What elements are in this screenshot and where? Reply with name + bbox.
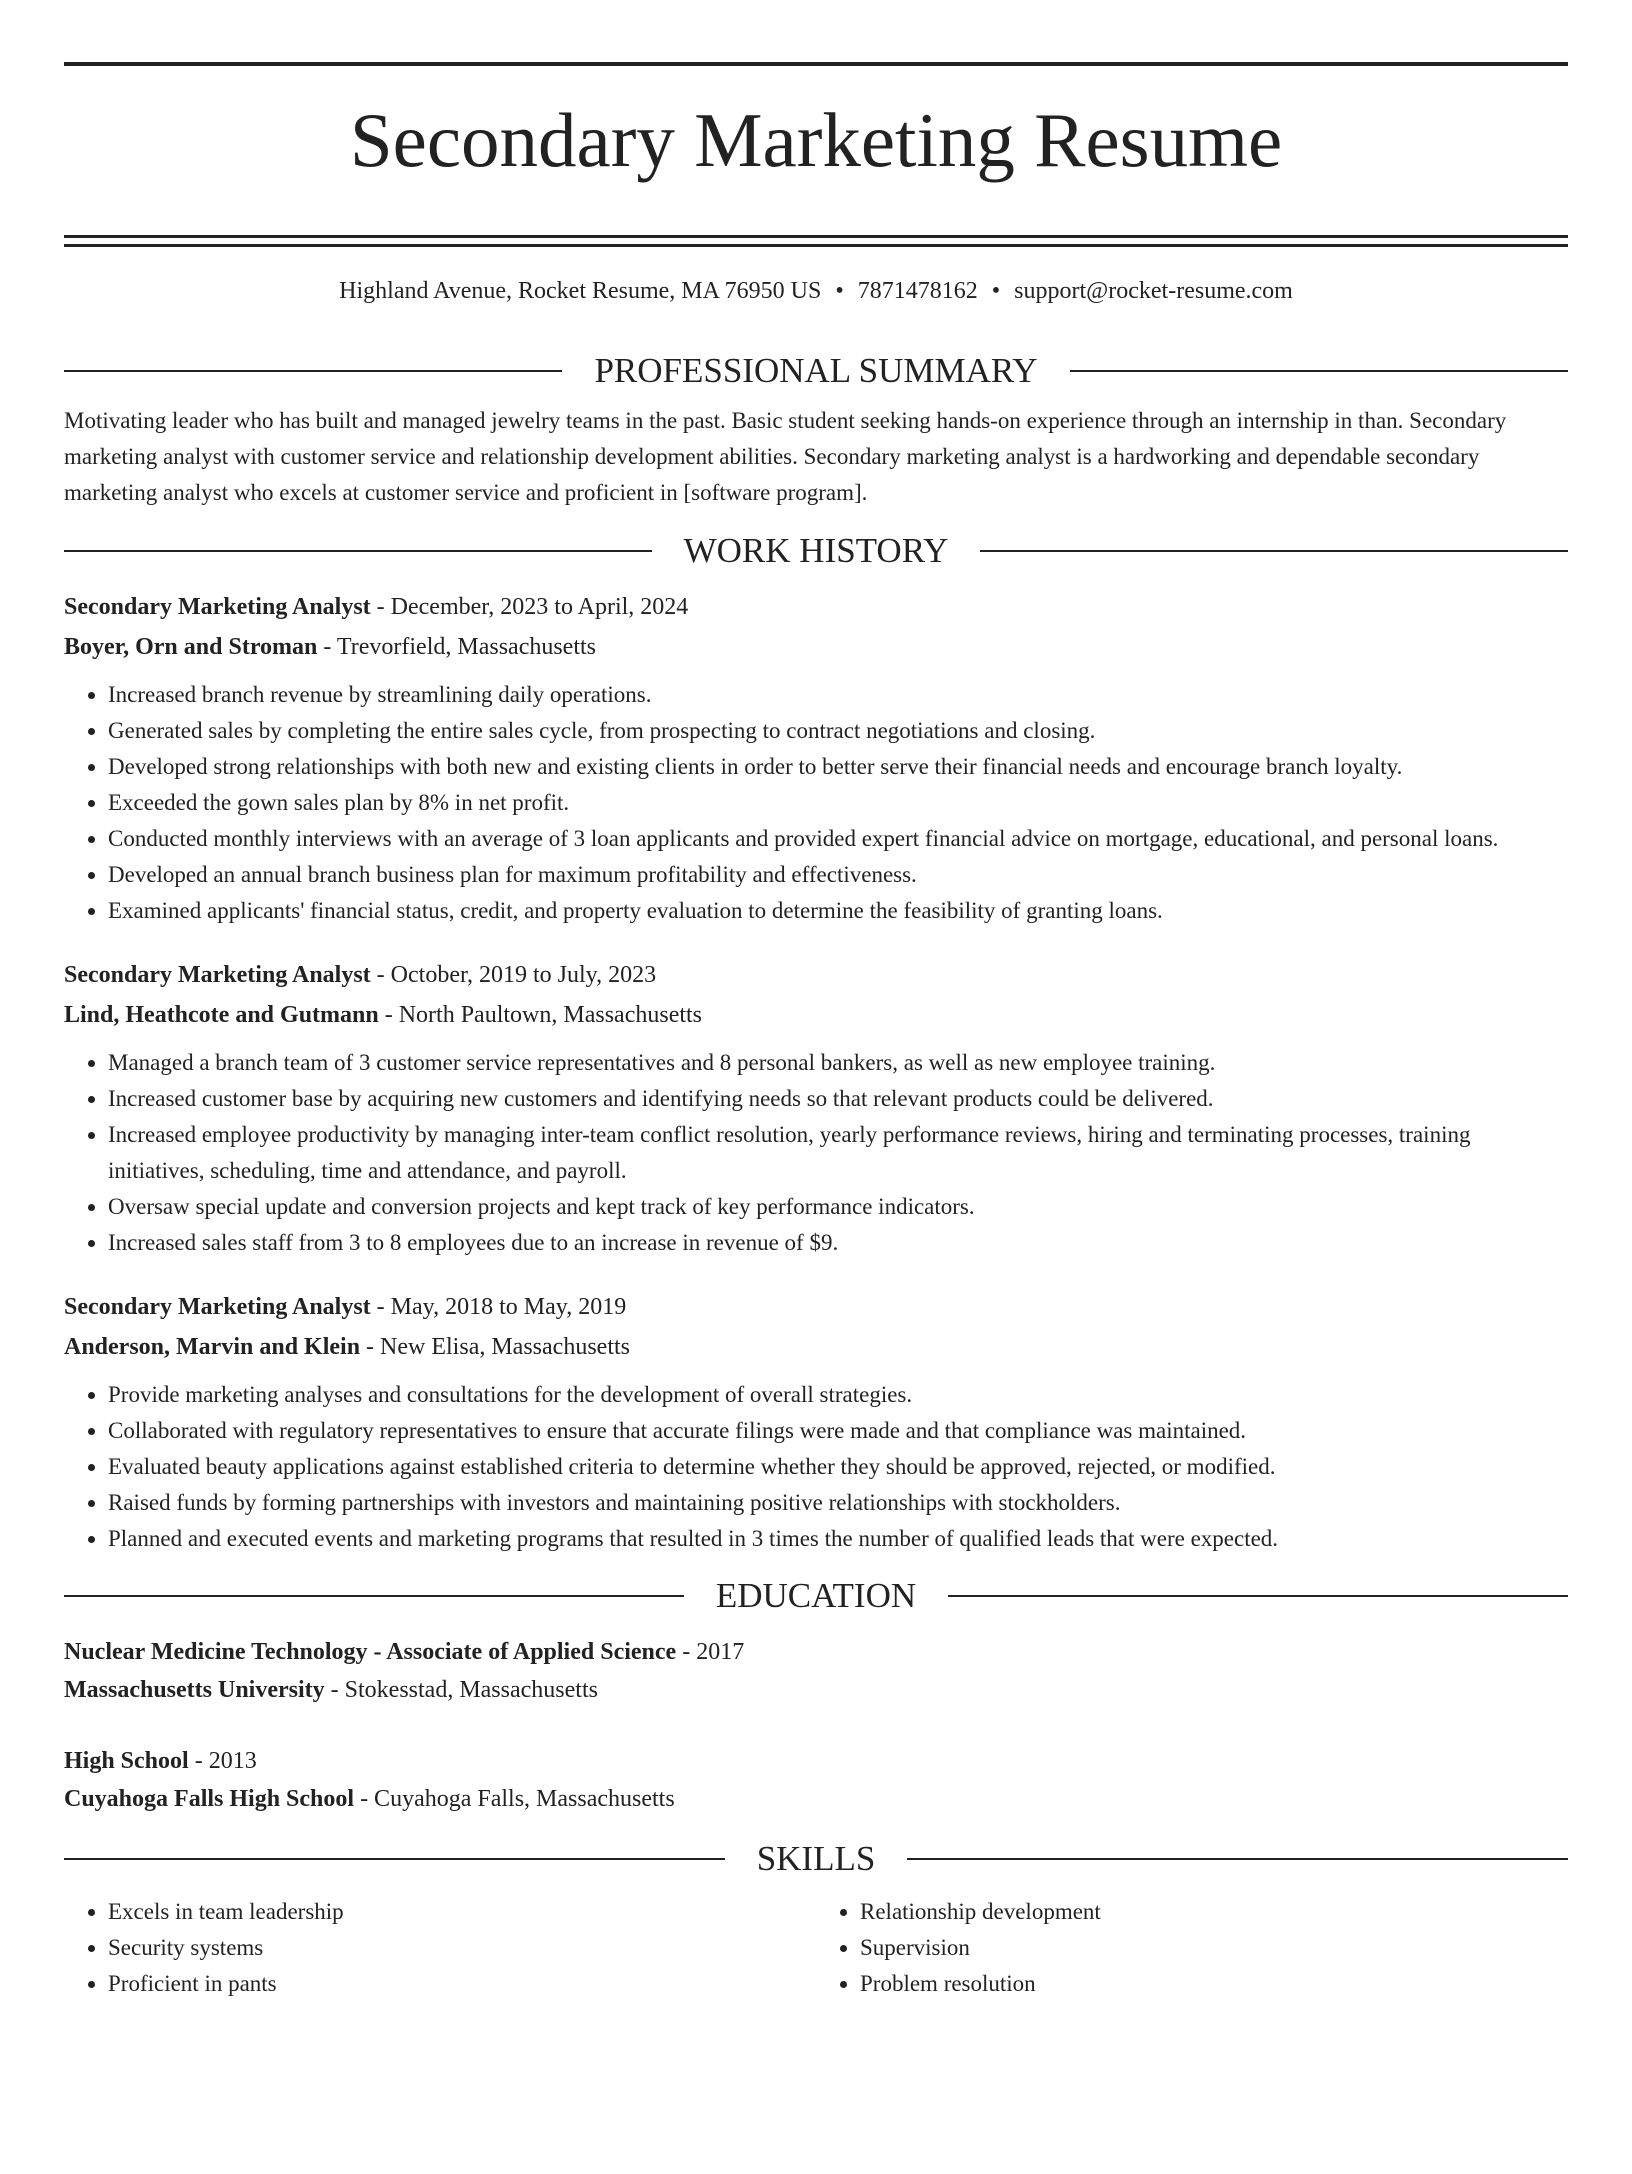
contact-line: [64, 275, 1568, 307]
job-entry: [64, 955, 1568, 1261]
education-degree: High School: [64, 1748, 189, 1774]
education-school: Cuyahoga Falls High School: [64, 1786, 355, 1812]
job-bullets: [64, 1377, 1568, 1557]
job-bullet: • Managed a branch team of 3 customer service representatives and 8 personal bankers, as well as new employee training.: [108, 1045, 1568, 1081]
heading-rule: [64, 1595, 684, 1597]
job-bullet: • Planned and executed events and marketing programs that resulted in 3 times the number of qualified leads that were expected.: [108, 1521, 1568, 1557]
job-bullet: • Evaluated beauty applications against established criteria to determine whether they should be approved, rejected, or modified.: [108, 1449, 1568, 1485]
job-bullet: • Collaborated with regulatory representatives to ensure that accurate filings were made and that compliance was maintained.: [108, 1413, 1568, 1449]
education-heading: [64, 1573, 1568, 1619]
top-rule: [64, 62, 1568, 66]
job-bullet: • Conducted monthly interviews with an average of 3 loan applicants and provided expert financial advice on mortgage, educational, and personal loans.: [108, 821, 1568, 857]
job-company: Lind, Heathcote and Gutmann: [64, 1002, 379, 1028]
contact-phone: 7871478162: [857, 278, 978, 304]
job-company-line: [64, 1327, 1568, 1367]
title-double-rule: [64, 235, 1568, 247]
heading-rule: [64, 550, 652, 552]
contact-email: support@rocket-resume.com: [1014, 278, 1293, 304]
education-year: - 2013: [188, 1748, 257, 1774]
work-heading-label: WORK HISTORY: [683, 531, 949, 570]
job-bullet: • Increased branch revenue by streamlining daily operations.: [108, 677, 1568, 713]
job-bullet: • Developed an annual branch business plan for maximum profitability and effectiveness.: [108, 857, 1568, 893]
education-entry: [64, 1742, 1568, 1818]
heading-rule: [64, 1858, 725, 1860]
skill-item: • Relationship development: [860, 1894, 1568, 1930]
education-location: - Stokesstad, Massachusetts: [324, 1677, 598, 1703]
job-bullets: [64, 1045, 1568, 1261]
heading-rule: [64, 370, 562, 372]
education-school: Massachusetts University: [64, 1677, 325, 1703]
job-bullet: • Oversaw special update and conversion projects and kept track of key performance indicators.: [108, 1189, 1568, 1225]
heading-rule: [1070, 370, 1568, 372]
education-school-line: [64, 1780, 1568, 1818]
skill-item: • Excels in team leadership: [108, 1894, 816, 1930]
job-bullet: • Increased employee productivity by managing inter-team conflict resolution, yearly performance reviews, hiring and terminating processes, training initiatives, scheduling, time and attendance, and payroll.: [108, 1117, 1568, 1189]
job-title: Secondary Marketing Analyst: [64, 1294, 371, 1320]
job-location: - Trevorfield, Massachusetts: [317, 634, 597, 660]
job-title: Secondary Marketing Analyst: [64, 962, 371, 988]
heading-rule: [948, 1595, 1568, 1597]
job-bullet: • Increased customer base by acquiring new customers and identifying needs so that relevant products could be delivered.: [108, 1081, 1568, 1117]
job-company: Anderson, Marvin and Klein: [64, 1334, 361, 1360]
skills-column-right: [816, 1894, 1568, 2002]
education-location: - Cuyahoga Falls, Massachusetts: [354, 1786, 675, 1812]
job-dates: - October, 2019 to July, 2023: [370, 962, 657, 988]
skill-item: • Proficient in pants: [108, 1966, 816, 2002]
education-school-line: [64, 1671, 1568, 1709]
education-degree-line: [64, 1633, 1568, 1671]
job-entry: [64, 1287, 1568, 1557]
job-dates: - May, 2018 to May, 2019: [370, 1294, 627, 1320]
skill-item: • Supervision: [860, 1930, 1568, 1966]
education-degree: Nuclear Medicine Technology - Associate of Applied Science: [64, 1639, 677, 1665]
skill-item: • Problem resolution: [860, 1966, 1568, 2002]
skills-heading-label: SKILLS: [756, 1839, 876, 1878]
skills-heading: [64, 1836, 1568, 1882]
education-heading-label: EDUCATION: [715, 1576, 917, 1615]
education-degree-line: [64, 1742, 1568, 1780]
contact-address: Highland Avenue, Rocket Resume, MA 76950 US: [339, 278, 822, 304]
job-company: Boyer, Orn and Stroman: [64, 634, 318, 660]
job-title-line: [64, 955, 1568, 995]
job-bullet: • Generated sales by completing the entire sales cycle, from prospecting to contract negotiations and closing.: [108, 713, 1568, 749]
job-company-line: [64, 627, 1568, 667]
job-bullet: • Examined applicants' financial status, credit, and property evaluation to determine the feasibility of granting loans.: [108, 893, 1568, 929]
skills-column-left: [64, 1894, 816, 2002]
job-bullets: [64, 677, 1568, 929]
skill-item: • Security systems: [108, 1930, 816, 1966]
contact-separator: •: [991, 278, 1001, 304]
job-title-line: [64, 1287, 1568, 1327]
job-bullet: • Increased sales staff from 3 to 8 employees due to an increase in revenue of $9.: [108, 1225, 1568, 1261]
job-title: Secondary Marketing Analyst: [64, 594, 371, 620]
job-title-line: [64, 587, 1568, 627]
contact-separator: •: [835, 278, 844, 304]
heading-rule: [980, 550, 1568, 552]
work-heading: [64, 528, 1568, 574]
resume-page: [0, 62, 1632, 2174]
job-bullet: • Developed strong relationships with both new and existing clients in order to better serve their financial needs and encourage branch loyalty.: [108, 749, 1568, 785]
resume-title: Secondary Marketing Resume: [349, 97, 1283, 183]
skills-list: [64, 1894, 1568, 2002]
summary-text: Motivating leader who has built and managed jewelry teams in the past. Basic student seeking hands-on experience through an internship in than. Secondary marketing analyst with customer service and relationship development abilities. Secondary marketing analyst is a hardworking and dependable secondary marketing analyst who excels at customer service and proficient in [software program].: [64, 408, 1507, 505]
job-bullet: • Raised funds by forming partnerships with investors and maintaining positive relationships with stockholders.: [108, 1485, 1568, 1521]
job-location: - New Elisa, Massachusetts: [360, 1334, 630, 1360]
job-entry: [64, 587, 1568, 929]
education-entry: [64, 1633, 1568, 1709]
summary-heading: [64, 348, 1568, 394]
job-location: - North Paultown, Massachusetts: [378, 1002, 703, 1028]
job-bullet: • Exceeded the gown sales plan by 8% in net profit.: [108, 785, 1568, 821]
summary-heading-label: PROFESSIONAL SUMMARY: [594, 351, 1038, 390]
job-bullet: • Provide marketing analyses and consultations for the development of overall strategies.: [108, 1377, 1568, 1413]
heading-rule: [907, 1858, 1568, 1860]
job-dates: - December, 2023 to April, 2024: [370, 594, 689, 620]
education-year: - 2017: [676, 1639, 745, 1665]
job-company-line: [64, 995, 1568, 1035]
